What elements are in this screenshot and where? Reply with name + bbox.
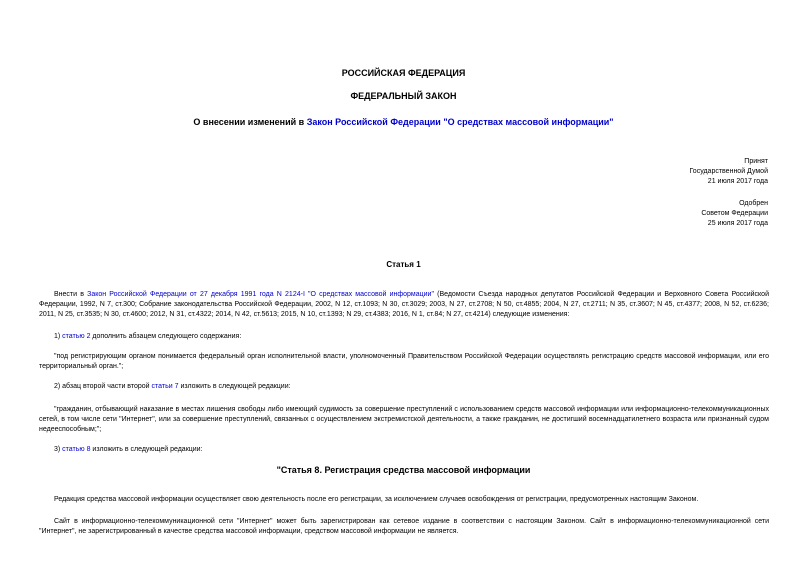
approved-label: Одобрен — [739, 200, 768, 207]
approved-by: Советом Федерации — [701, 210, 768, 217]
approved-date: 25 июля 2017 года — [707, 220, 768, 227]
item-2-prefix: 2) абзац второй части второй — [54, 383, 152, 390]
article-1-heading: Статья 1 — [386, 260, 421, 269]
item-1-link[interactable]: статью 2 — [62, 333, 91, 340]
law-type-heading: ФЕДЕРАЛЬНЫЙ ЗАКОН — [350, 91, 457, 101]
intro-law-link[interactable]: Закон Российской Федерации от 27 декабря 1991 года N 2124-I "О средствах массовой информации" — [87, 291, 434, 298]
intro-suffix: (Ведомости Съезда народных депутатов Российской Федерации и Верховного Совета Российской Федерации, 1992, N 7, ст.300; Собрание законодательства Российской Федерации, 2002, N 12, ст.1093; N 30, ст.3029; 2003, N 27, ст.2708; N 50, ст.4855; 2004, N 27, ст.2711; N 35, ст.3607; N 45, ст.4377; 2008, N 52, ст.6236; 2011, N 25, ст.3535; N 30, ст.4600; 2012, N 31, ст.4322; 2014, N 42, ст.5613; 2015, N 10, ст.1393; N 29, ст.4383; 2016, N 1, ст.84; N 27, ст.4214) следующие изменения: — [39, 291, 769, 318]
intro-prefix: Внести в — [54, 291, 88, 298]
item-2-link[interactable]: статьи 7 — [151, 383, 179, 390]
item-2-suffix: изложить в следующей редакции: — [178, 383, 291, 390]
quote-1: "под регистрирующим органом понимается федеральный орган исполнительной власти, уполномоченный Правительством Российской Федерации осуществлять регистрацию средств массовой информации, или его территориальный орган."; — [39, 353, 769, 370]
article-8-para-1: Редакция средства массовой информации осуществляет свою деятельность после его регистрации, за исключением случаев освобождения от регистрации, предусмотренных настоящим Законом. — [54, 496, 699, 503]
item-2 — [39, 382, 769, 392]
law-title-prefix: О внесении изменений в — [193, 117, 307, 127]
article-8-para-2: Сайт в информационно-телекоммуникационной сети "Интернет" может быть зарегистрирован как сетевое издание в соответствии с настоящим Законом. Сайт в информационно-телекоммуникационной сети "Интернет", не зарегистрированный в качестве средства массовой информации, средством массовой информации не является. — [39, 518, 769, 535]
item-1-suffix: дополнить абзацем следующего содержания: — [90, 333, 242, 340]
item-3-suffix: изложить в следующей редакции: — [90, 446, 203, 453]
accepted-by: Государственной Думой — [689, 168, 768, 175]
quote-2: "гражданин, отбывающий наказание в местах лишения свободы либо имеющий судимость за совершение преступлений с использованием средств массовой информации или информационно-телекоммуникационных сетей, в том числе сети "Интернет", или за совершение преступлений, связанных с осуществлением экстремистской деятельности, а также гражданин, не достигший восемнадцатилетнего возраста или признанный судом недееспособным;"; — [39, 406, 769, 433]
item-3-link[interactable]: статью 8 — [62, 446, 91, 453]
item-3-prefix: 3) — [54, 446, 63, 453]
accepted-label: Принят — [744, 158, 768, 165]
accepted-date: 21 июля 2017 года — [707, 178, 768, 185]
adoption-accepted — [689, 157, 768, 187]
article-8-heading: "Статья 8. Регистрация средства массовой информации — [276, 465, 531, 475]
country-heading: РОССИЙСКАЯ ФЕДЕРАЦИЯ — [341, 68, 466, 78]
item-3 — [39, 445, 769, 455]
item-1-prefix: 1) — [54, 333, 63, 340]
item-1 — [39, 332, 769, 342]
law-title-link[interactable]: Закон Российской Федерации "О средствах массовой информации" — [306, 117, 614, 127]
adoption-approved — [701, 199, 768, 229]
article-1-intro — [39, 290, 769, 320]
law-title — [0, 117, 807, 127]
